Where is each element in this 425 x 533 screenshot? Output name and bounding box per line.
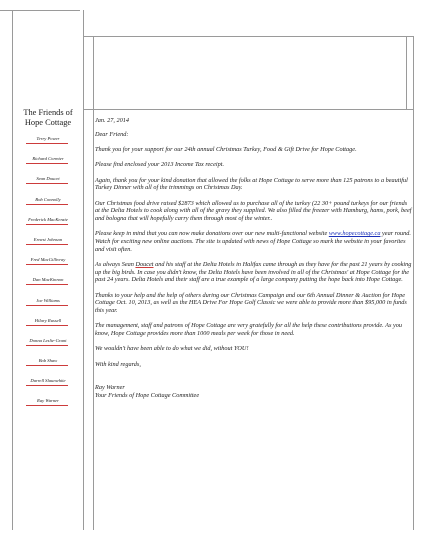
name-underline: [26, 345, 68, 346]
name-underline: [26, 264, 68, 265]
delta-text-b: and his staff at the Delta Hotels in Halifax came through as they have for the past 21 years by cooking up the big birds. In case you didn't know, the Delta Hotels have been involved in all of the Christmas' at Hope Cottage for the past 24 years. Delta Hotels and their staff are a true example of a large company putting the hope back into Hope Cottage.: [95, 261, 412, 284]
name-underline: [26, 365, 68, 366]
committee-member-label: Fred MacGillivray: [30, 257, 66, 263]
committee-member-label: Darrell Slaunwhite: [30, 378, 66, 384]
committee-member-name: [12, 136, 84, 156]
letter-salutation: Dear Friend:: [95, 130, 129, 138]
frame-letter-top-line: [84, 36, 414, 37]
committee-member-name: [12, 217, 84, 237]
committee-member-name: [12, 338, 84, 358]
committee-member-name: [12, 298, 84, 318]
committee-member-name: [12, 358, 84, 378]
name-underline: [26, 305, 68, 306]
committee-member-label: Bob Shaw: [38, 358, 58, 364]
committee-member-label: Donna Leslie-Grant: [29, 337, 67, 343]
committee-member-name: [12, 156, 84, 176]
name-underline: [26, 183, 68, 184]
committee-sidebar: [12, 108, 84, 419]
signer-name: Ray Warner: [95, 384, 125, 392]
committee-member-label: Sean Doucet: [36, 176, 60, 182]
name-underline: [26, 244, 68, 245]
website-text-a: Please keep in mind that you can now make donations over our new multi-functional website: [95, 230, 328, 238]
website-text-b: year round. Watch for exciting new online auctions. The site is updated with news of Hope Cottage so mark the website in your favorites and visit often.: [95, 230, 411, 253]
name-underline: [26, 405, 68, 406]
committee-member-name: [12, 318, 84, 338]
frame-right-line: [413, 36, 414, 530]
sidebar-title: [12, 108, 84, 128]
committee-member-label: Dan MacKinnon: [32, 277, 64, 283]
paragraph-receipt: Please find enclosed your 2013 Income Tax receipt.: [95, 161, 225, 169]
frame-mid-horizontal-line: [84, 109, 414, 110]
committee-names-list: [12, 136, 84, 419]
committee-member-label: Richard Cormier: [32, 156, 64, 162]
committee-member-name: [12, 197, 84, 217]
committee-member-label: Joe Williams: [36, 297, 60, 303]
name-underline: [26, 143, 68, 144]
frame-inner-vertical-line: [406, 36, 407, 110]
sidebar-title-line1: The Friends of: [23, 108, 73, 117]
paragraph-gratitude: The management, staff and patrons of Hope Cottage are very gratefully for all the help these contributions provide. As you know, Hope Cottage provides more than 1000 meals per week for those in need.: [95, 322, 402, 338]
name-underline: [26, 163, 68, 164]
frame-letter-left-line: [93, 36, 94, 530]
signer-title: Your Friends of Hope Cottage Committee: [95, 392, 200, 400]
paragraph-thanks: Thank you for your support for our 24th annual Christmas Turkey, Food & Gift Drive for Hope Cottage.: [95, 146, 357, 153]
paragraph-delta-hotels: [95, 261, 413, 284]
sidebar-title-line2: Hope Cottage: [24, 118, 72, 127]
name-underline: [26, 284, 68, 285]
delta-text-a: As always Sean: [95, 261, 136, 268]
committee-member-name: [12, 398, 84, 418]
paragraph-website: [95, 230, 413, 253]
committee-member-label: Bob Connolly: [35, 196, 61, 202]
name-underline: [26, 325, 68, 326]
committee-member-name: [12, 257, 84, 277]
paragraph-dinner: Again, thank you for your kind donation that allowed the folks at Hope Cottage to serve more than 125 patrons to a beautiful Turkey Dinner with all of the trimmings on Christmas Day.: [95, 176, 408, 192]
delta-name: Doucet: [135, 261, 154, 268]
website-link[interactable]: www.hopecottage.ca: [328, 230, 381, 238]
name-underline: [26, 224, 68, 225]
name-underline: [26, 204, 68, 205]
name-underline: [26, 385, 68, 386]
committee-member-name: [12, 237, 84, 257]
letter-body: [95, 117, 413, 400]
paragraph-food-drive: Our Christmas food drive raised $2873 which allowed us to purchase all of the turkey (22 30+ pound turkeys for our friends at the Delta Hotels to cook along with all of the gravy they supplied. We also filled the freezer with Hamburg, hams, pork, beef and bologna that will hopefully carry them through most of the winter..: [95, 199, 412, 222]
committee-member-label: Terry Power: [36, 136, 60, 141]
paragraph-you: We wouldn't have been able to do what we did, without YOU!: [95, 345, 249, 353]
committee-member-label: Frederick MacKenzie: [28, 216, 68, 222]
committee-member-name: [12, 176, 84, 196]
paragraph-campaign: Thanks to your help and the help of others during our Christmas Campaign and our 6th Annual Dinner & Auction for Hope Cottage Oct. 10, 2013, as well as the HEA Drive For Hope Golf Classic we were able to provide more than $95,000 in funds this year.: [95, 291, 407, 315]
letter-closing: With kind regards,: [95, 360, 141, 368]
committee-member-label: Ray Warner: [37, 398, 59, 404]
committee-member-label: Ernest Johnson: [33, 236, 63, 242]
letter-date: Jan. 27, 2014: [95, 117, 130, 124]
committee-member-name: [12, 378, 84, 398]
committee-member-label: Hilary Russell: [34, 317, 62, 323]
committee-member-name: [12, 277, 84, 297]
